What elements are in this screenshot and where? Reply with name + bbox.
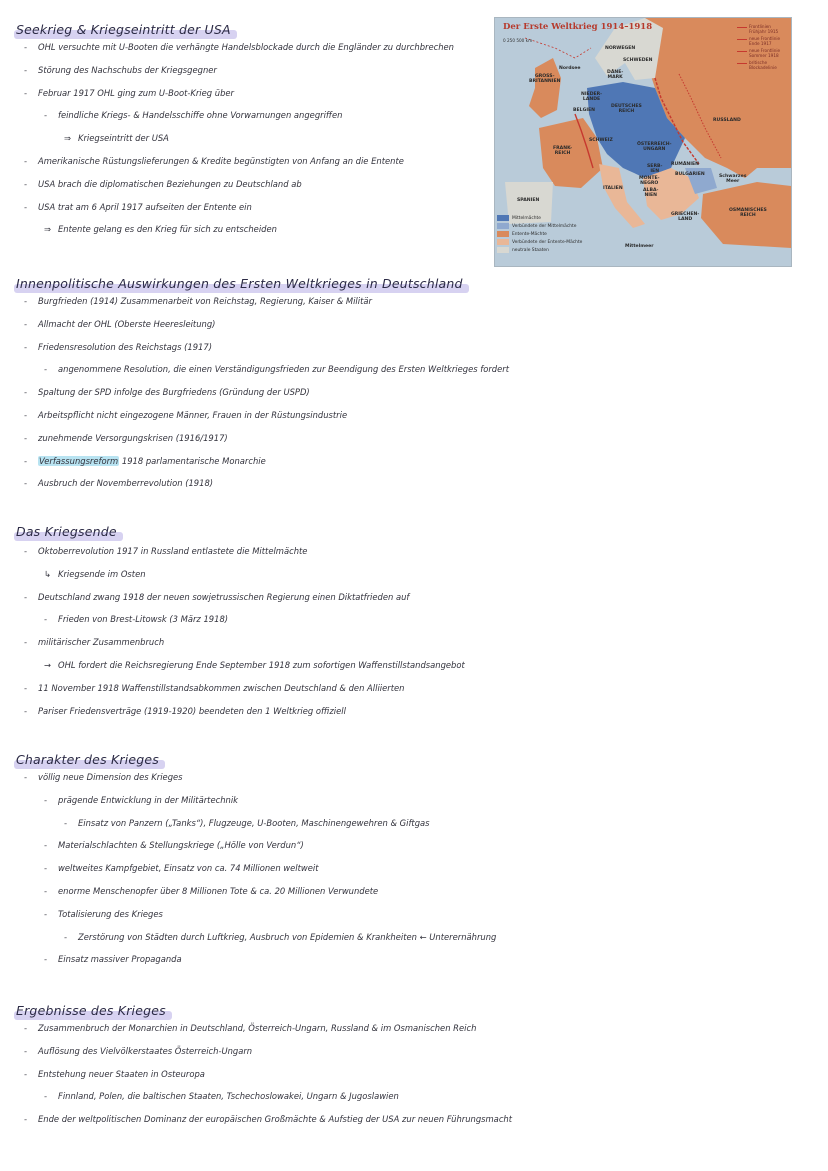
map-label-schweiz: SCHWEIZ xyxy=(589,138,613,143)
note-text: Ausbruch der Novemberrevolution (1918) xyxy=(38,478,214,489)
map-label-frankreich: FRANK- REICH xyxy=(553,146,573,156)
bullet-marker: - xyxy=(64,817,68,828)
note-line xyxy=(24,1046,252,1056)
section-heading xyxy=(16,524,117,539)
bullet-marker: - xyxy=(44,840,48,851)
bullet-marker: ↳ xyxy=(44,568,52,579)
note-line xyxy=(44,795,238,805)
note-line xyxy=(24,592,409,602)
note-line xyxy=(44,863,319,873)
note-text: Pariser Friedensverträge (1919-1920) beendeten den 1 Weltkrieg offiziell xyxy=(38,705,346,716)
legend-swatch xyxy=(497,223,509,229)
bullet-marker: - xyxy=(24,1023,28,1033)
note-line xyxy=(24,156,404,166)
note-line xyxy=(24,296,372,306)
note-line xyxy=(24,706,346,716)
legend-row xyxy=(497,222,589,230)
bullet-marker: - xyxy=(24,455,28,466)
map-legend xyxy=(497,214,589,254)
note-line xyxy=(44,909,163,919)
bullet-marker: - xyxy=(24,1114,28,1125)
bullet-marker: - xyxy=(44,886,48,896)
note-text: 1918 parlamentarische Monarchie xyxy=(119,455,266,466)
bullet-marker: - xyxy=(24,178,28,189)
bullet-marker: - xyxy=(44,614,48,625)
front-key-text: neue Frontlinie Sommer 1918 xyxy=(749,48,781,58)
note-text: 11 November 1918 Waffenstillstandsabkommen zwischen Deutschland & den Alliierten xyxy=(38,682,405,693)
map-label-mittelmeer: Mittelmeer xyxy=(625,244,654,249)
note-text: Entstehung neuer Staaten in Osteuropa xyxy=(38,1068,205,1079)
note-text: Kriegsende im Osten xyxy=(58,568,146,579)
note-text: feindliche Kriegs- & Handelsschiffe ohne Vorwarnungen angegriffen xyxy=(58,110,343,121)
section-heading xyxy=(16,22,231,37)
note-text: zunehmende Versorgungskrisen (1916/1917) xyxy=(38,432,228,443)
note-line xyxy=(44,840,304,850)
note-line xyxy=(64,932,496,942)
note-text: Spaltung der SPD infolge des Burgfriedens (Gründung der USPD) xyxy=(38,387,310,398)
note-text: OHL fordert die Reichsregierung Ende September 1918 zum sofortigen Waffenstillstandsangebot xyxy=(58,660,465,670)
note-text: Deutschland zwang 1918 der neuen sowjetrussischen Regierung einen Diktatfrieden auf xyxy=(38,591,410,602)
bullet-marker: - xyxy=(44,954,48,965)
front-key-row xyxy=(737,60,789,70)
note-text: enorme Menschenopfer über 8 Millionen Tote & ca. 20 Millionen Verwundete xyxy=(58,886,379,896)
legend-text: Entente-Mächte xyxy=(512,231,547,237)
map-title: Der Erste Weltkrieg 1914–1918 xyxy=(503,22,653,32)
bullet-marker: - xyxy=(24,87,28,98)
note-line xyxy=(24,433,228,443)
ww1-map xyxy=(494,17,792,267)
legend-row xyxy=(497,246,589,254)
note-line xyxy=(64,133,169,143)
note-line xyxy=(24,1069,205,1079)
bullet-marker: - xyxy=(24,682,28,693)
note-text: Oktoberrevolution 1917 in Russland entlastete die Mittelmächte xyxy=(38,546,308,556)
note-line xyxy=(24,65,217,75)
note-line xyxy=(24,456,266,466)
note-line xyxy=(24,42,454,52)
note-text: Entente gelang es den Krieg für sich zu entscheiden xyxy=(58,224,277,235)
map-label-schwarzes_meer: Schwarzes Meer xyxy=(719,174,747,184)
bullet-marker: - xyxy=(24,387,28,398)
bullet-marker: - xyxy=(24,201,28,212)
note-line xyxy=(24,202,252,212)
legend-swatch xyxy=(497,215,509,221)
bullet-marker: - xyxy=(44,110,48,121)
highlighted-term: Verfassungsreform xyxy=(39,455,119,466)
note-text: Ende der weltpolitischen Dominanz der europäischen Großmächte & Aufstieg der USA zur neuen Führungsmacht xyxy=(38,1114,513,1125)
note-line xyxy=(24,342,212,352)
note-text: Allmacht der OHL (Oberste Heeresleitung) xyxy=(38,318,216,329)
note-line xyxy=(24,772,183,782)
front-line-sample xyxy=(737,39,747,40)
legend-swatch xyxy=(497,231,509,237)
note-text: OHL versuchte mit U-Booten die verhängte Handelsblockade durch die Engländer zu durchbrechen xyxy=(38,42,454,52)
bullet-marker: - xyxy=(24,705,28,716)
front-line-sample xyxy=(737,63,747,64)
note-text: angenommene Resolution, die einen Verständigungsfrieden zur Beendigung des Ersten Weltkrieges fordert xyxy=(58,364,509,375)
map-label-osmanisches_reich: OSMANISCHES REICH xyxy=(729,208,767,218)
front-key-text: Frontlinien Frühjahr 1915 xyxy=(749,24,779,34)
map-label-spanien: SPANIEN xyxy=(517,198,540,203)
blockade-line xyxy=(525,38,591,58)
note-text: völlig neue Dimension des Krieges xyxy=(38,772,183,782)
note-line xyxy=(24,387,310,397)
legend-text: Verbündete der Entente-Mächte xyxy=(512,239,583,245)
map-label-montenegro: MONTE- NEGRO xyxy=(639,176,660,186)
bullet-marker: - xyxy=(24,1045,28,1056)
note-line xyxy=(24,637,164,647)
note-text: Arbeitspflicht nicht eingezogene Männer, Frauen in der Rüstungsindustrie xyxy=(38,410,348,420)
note-line xyxy=(24,546,307,556)
bullet-marker: - xyxy=(24,591,28,602)
note-text: Amerikanische Rüstungslieferungen & Kredite begünstigten von Anfang an die Entente xyxy=(38,156,404,166)
note-line xyxy=(24,88,234,98)
note-text: Februar 1917 OHL ging zum U-Boot-Krieg über xyxy=(38,87,234,98)
front-key-row xyxy=(737,24,789,34)
section-heading xyxy=(16,276,463,291)
map-label-norwegen: NORWEGEN xyxy=(605,46,636,51)
note-line xyxy=(44,364,509,374)
note-text: Materialschlachten & Stellungskriege („Hölle von Verdun“) xyxy=(58,840,304,851)
note-line xyxy=(44,954,182,964)
bullet-marker: → xyxy=(44,660,52,670)
bullet-marker: - xyxy=(24,341,28,352)
note-text: Einsatz massiver Propaganda xyxy=(58,954,182,965)
map-label-russland: RUSSLAND xyxy=(713,118,741,123)
note-line xyxy=(64,818,430,828)
bullet-marker: - xyxy=(24,410,28,420)
legend-text: Verbündete der Mittelmächte xyxy=(512,223,577,229)
bullet-marker: - xyxy=(24,1068,28,1079)
section-heading xyxy=(16,1003,166,1018)
map-label-niederlande: NIEDER- LANDE xyxy=(581,92,603,102)
bullet-marker: - xyxy=(44,908,48,919)
map-label-albanien: ALBA- NIEN xyxy=(643,188,659,198)
map-label-bulgarien: BULGARIEN xyxy=(675,172,705,177)
legend-row xyxy=(497,230,589,238)
bullet-marker: - xyxy=(24,637,28,648)
bullet-marker: ⇒ xyxy=(44,224,52,235)
map-scale: 0 250 500 km xyxy=(503,38,533,43)
note-text: Auflösung des Vielvölkerstaates Österreich-Ungarn xyxy=(38,1045,253,1056)
legend-text: Mittelmächte xyxy=(512,215,541,221)
bullet-marker: - xyxy=(24,64,28,75)
note-line xyxy=(24,683,404,693)
legend-row xyxy=(497,214,589,222)
note-text: prägende Entwicklung in der Militärtechnik xyxy=(58,794,239,805)
note-text: Zusammenbruch der Monarchien in Deutschland, Österreich-Ungarn, Russland & im Osmanischen Reich xyxy=(38,1023,477,1033)
legend-swatch xyxy=(497,239,509,245)
front-key-text: neue Frontlinie Ende 1917 xyxy=(749,36,781,46)
note-line xyxy=(24,1114,512,1124)
bullet-marker: - xyxy=(24,156,28,166)
note-line xyxy=(44,224,277,234)
note-line xyxy=(24,319,215,329)
note-text: Einsatz von Panzern („Tanks“), Flugzeuge, U-Booten, Maschinengewehren & Giftgas xyxy=(78,817,430,828)
heading-text: Charakter des Krieges xyxy=(16,752,159,767)
front-key-row xyxy=(737,36,789,46)
bullet-marker: - xyxy=(24,296,28,306)
note-line xyxy=(24,410,347,420)
map-label-italien: ITALIEN xyxy=(603,186,623,191)
bullet-marker: - xyxy=(44,364,48,375)
heading-text: Das Kriegsende xyxy=(16,524,117,539)
map-label-schweden: SCHWEDEN xyxy=(623,58,653,63)
map-label-grossbritannien: GROSS- BRITANNIEN xyxy=(529,74,561,84)
map-label-daenemark: DÄNE- MARK xyxy=(607,70,624,80)
map-label-nordsee: Nordsee xyxy=(559,66,581,71)
front-key-text: britische Blockadelinie xyxy=(749,60,777,70)
note-line xyxy=(24,478,213,488)
map-front-key xyxy=(737,24,789,72)
note-text: Störung des Nachschubs der Kriegsgegner xyxy=(38,64,217,75)
legend-text: neutrale Staaten xyxy=(512,247,549,253)
map-label-oesterreich: ÖSTERREICH- UNGARN xyxy=(637,142,672,152)
note-line xyxy=(44,660,465,670)
note-line xyxy=(24,1023,476,1033)
bullet-marker: - xyxy=(24,42,28,52)
heading-text: Innenpolitische Auswirkungen des Ersten Weltkrieges in Deutschland xyxy=(16,276,463,291)
bullet-marker: - xyxy=(24,478,28,489)
note-text: Friedensresolution des Reichstags (1917) xyxy=(38,341,212,352)
legend-row xyxy=(497,238,589,246)
note-line xyxy=(24,179,302,189)
bullet-marker: - xyxy=(44,794,48,805)
note-text: Frieden von Brest-Litowsk (3 März 1918) xyxy=(58,614,229,625)
bullet-marker: - xyxy=(44,1091,48,1102)
bullet-marker: - xyxy=(24,546,28,556)
bullet-marker: - xyxy=(24,432,28,443)
bullet-marker: - xyxy=(24,318,28,329)
note-text: weltweites Kampfgebiet, Einsatz von ca. 74 Millionen weltweit xyxy=(58,863,319,874)
map-label-deutsches_reich: DEUTSCHES REICH xyxy=(611,104,642,114)
note-line xyxy=(44,886,378,896)
heading-text: Ergebnisse des Krieges xyxy=(16,1003,166,1018)
note-text: Burgfrieden (1914) Zusammenarbeit von Reichstag, Regierung, Kaiser & Militär xyxy=(38,296,372,306)
note-text: Zerstörung von Städten durch Luftkrieg, Ausbruch von Epidemien & Krankheiten ← Unterernährung xyxy=(78,931,497,942)
bullet-marker: - xyxy=(64,931,68,942)
front-key-row xyxy=(737,48,789,58)
bullet-marker: - xyxy=(44,863,48,874)
note-text: USA trat am 6 April 1917 aufseiten der Entente ein xyxy=(38,201,252,212)
section-heading xyxy=(16,752,159,767)
note-text: Finnland, Polen, die baltischen Staaten, Tschechoslowakei, Ungarn & Jugoslawien xyxy=(58,1091,399,1102)
legend-swatch xyxy=(497,247,509,253)
note-line xyxy=(44,614,228,624)
bullet-marker: ⇒ xyxy=(64,133,72,144)
note-text: USA brach die diplomatischen Beziehungen zu Deutschland ab xyxy=(38,178,302,189)
map-label-belgien: BELGIEN xyxy=(573,108,596,113)
region-britain xyxy=(529,58,561,118)
map-label-serbien: SERB- IEN xyxy=(647,164,663,174)
note-line xyxy=(44,110,342,120)
front-line-sample xyxy=(737,51,747,52)
note-text: Totalisierung des Krieges xyxy=(58,908,163,919)
note-line xyxy=(44,1091,399,1101)
note-line xyxy=(44,569,146,579)
note-text: Kriegseintritt der USA xyxy=(78,133,169,144)
map-label-rumaenien: RUMÄNIEN xyxy=(671,162,699,167)
heading-text: Seekrieg & Kriegseintritt der USA xyxy=(16,22,231,37)
bullet-marker: - xyxy=(24,772,28,782)
note-text: militärischer Zusammenbruch xyxy=(38,637,165,648)
map-label-griechenland: GRIECHEN- LAND xyxy=(671,212,700,222)
front-line-sample xyxy=(737,27,747,28)
